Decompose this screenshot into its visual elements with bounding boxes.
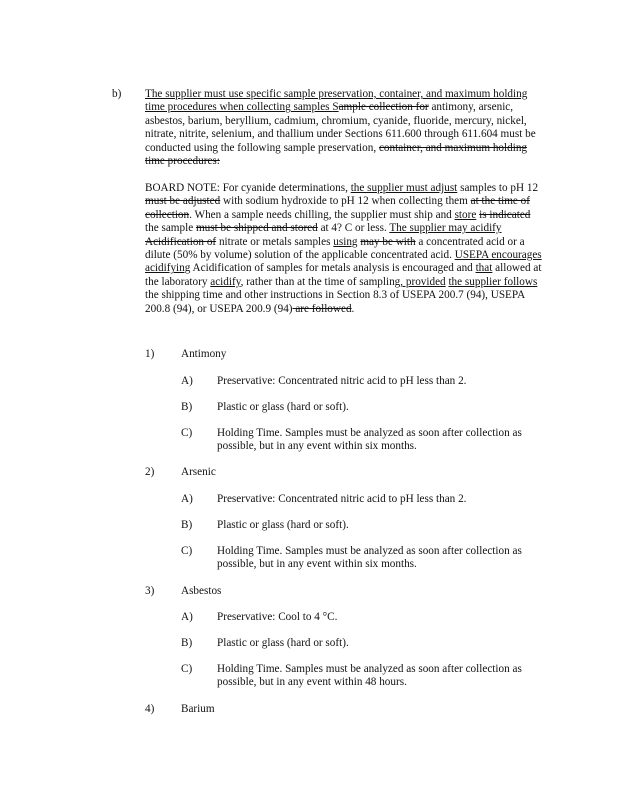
note-run-deleted: are followed bbox=[292, 302, 352, 315]
note-run-inserted: the supplier follows bbox=[448, 275, 538, 288]
item-name: Antimony bbox=[181, 348, 227, 360]
item-number: 3) bbox=[145, 585, 155, 597]
note-run-deleted: must be adjusted bbox=[145, 195, 221, 208]
intro-run-deleted: container, and maximum holding time procedures: bbox=[145, 141, 528, 168]
item-name: Arsenic bbox=[181, 466, 216, 478]
intro-run-inserted: The supplier must use specific sample preservation, container, and maximum holding time procedures when collecting samples bbox=[145, 88, 528, 114]
note-run-deleted: may be with bbox=[360, 235, 416, 248]
sub-item-text: Plastic or glass (hard or soft). bbox=[217, 637, 349, 649]
sub-item-text: Holding Time. Samples must be analyzed as soon after collection as possible, but in any event within six months. bbox=[217, 545, 522, 571]
intro-run-deleted: ample collection for bbox=[338, 101, 429, 114]
sub-item-text: Preservative: Concentrated nitric acid to pH less than 2. bbox=[217, 493, 467, 505]
note-run-inserted: that bbox=[475, 262, 493, 275]
note-run-text: . bbox=[351, 302, 355, 315]
item-number: 1) bbox=[145, 348, 155, 360]
note-run-text: the sample bbox=[145, 222, 196, 235]
sub-item-label: A) bbox=[181, 611, 193, 623]
sub-item-text: Preservative: Concentrated nitric acid to pH less than 2. bbox=[217, 375, 467, 387]
note-run-inserted: acidify bbox=[210, 275, 241, 288]
note-run-inserted: the supplier must adjust bbox=[350, 182, 458, 194]
sub-item-text: Holding Time. Samples must be analyzed as soon after collection as possible, but in any event within six months. bbox=[217, 427, 522, 453]
note-run-text: Acidification of samples for metals analysis is encouraged and bbox=[190, 262, 476, 275]
sub-item-label: A) bbox=[181, 375, 193, 387]
note-run-text: a concentrated acid or a dilute (50% by volume) solution of the applicable concentrated acid. bbox=[145, 235, 525, 262]
note-run-inserted: The supplier may acidify bbox=[389, 222, 502, 235]
sub-item-text: Holding Time. Samples must be analyzed as soon after collection as possible, but in any event within 48 hours. bbox=[217, 663, 522, 689]
sub-item-text: Plastic or glass (hard or soft). bbox=[217, 519, 349, 531]
note-run-text: allowed at the laboratory bbox=[145, 262, 542, 288]
note-run-text: with sodium hydroxide to pH 12 when collecting them bbox=[220, 195, 471, 208]
note-run-text: . When a sample needs chilling, the supplier must ship and bbox=[189, 208, 455, 221]
intro-run-inserted: S bbox=[332, 101, 339, 114]
sub-item-text: Preservative: Cool to 4 °C. bbox=[217, 611, 338, 623]
note-run-inserted: using bbox=[333, 235, 358, 248]
item-number: 2) bbox=[145, 466, 155, 478]
sub-item-label: B) bbox=[181, 519, 193, 531]
sub-item-label: B) bbox=[181, 637, 193, 649]
note-run-deleted: Acidification of bbox=[145, 235, 217, 248]
item-number: 4) bbox=[145, 703, 155, 715]
note-run-text: the shipping time and other instructions in Section 8.3 of USEPA 200.7 (94), USEPA 200.8 (94), or USEPA 200.9 (94) bbox=[145, 289, 525, 315]
note-run-deleted: at the time of collection bbox=[145, 195, 530, 221]
sub-item-label: C) bbox=[181, 427, 193, 439]
item-name: Barium bbox=[181, 703, 215, 715]
note-run-text: at 4? C or less. bbox=[317, 222, 390, 235]
note-run-text: nitrate or metals samples bbox=[216, 235, 334, 248]
sub-item-label: C) bbox=[181, 545, 193, 557]
note-run-text: BOARD NOTE: For cyanide determinations, bbox=[145, 182, 351, 194]
note-run-deleted: is indicated bbox=[479, 208, 531, 221]
intro-run-text: antimony, arsenic, asbestos, barium, beryllium, cadmium, chromium, cyanide, fluoride, mercury, nickel, nitrate, nitrite, selenium, and thallium under Sections 611.600 through 611.604 must be conducted using the following sample preservation, bbox=[145, 101, 536, 154]
note-run-inserted: store bbox=[454, 208, 477, 221]
sub-item-label: C) bbox=[181, 663, 193, 675]
note-run-deleted: must be shipped and stored bbox=[195, 222, 318, 235]
note-run-text: samples to pH 12 bbox=[457, 182, 539, 194]
note-run-inserted: , provided bbox=[400, 275, 446, 288]
sub-item-text: Plastic or glass (hard or soft). bbox=[217, 401, 349, 413]
section-label: b) bbox=[112, 88, 122, 100]
note-run-text: , rather than at the time of sampling bbox=[240, 275, 401, 288]
board-note-paragraph bbox=[145, 182, 545, 316]
sub-item-label: A) bbox=[181, 493, 193, 505]
intro-paragraph bbox=[145, 88, 545, 168]
note-run-inserted: USEPA encourages acidifying bbox=[145, 249, 542, 275]
sub-item-label: B) bbox=[181, 401, 193, 413]
item-name: Asbestos bbox=[181, 585, 222, 597]
